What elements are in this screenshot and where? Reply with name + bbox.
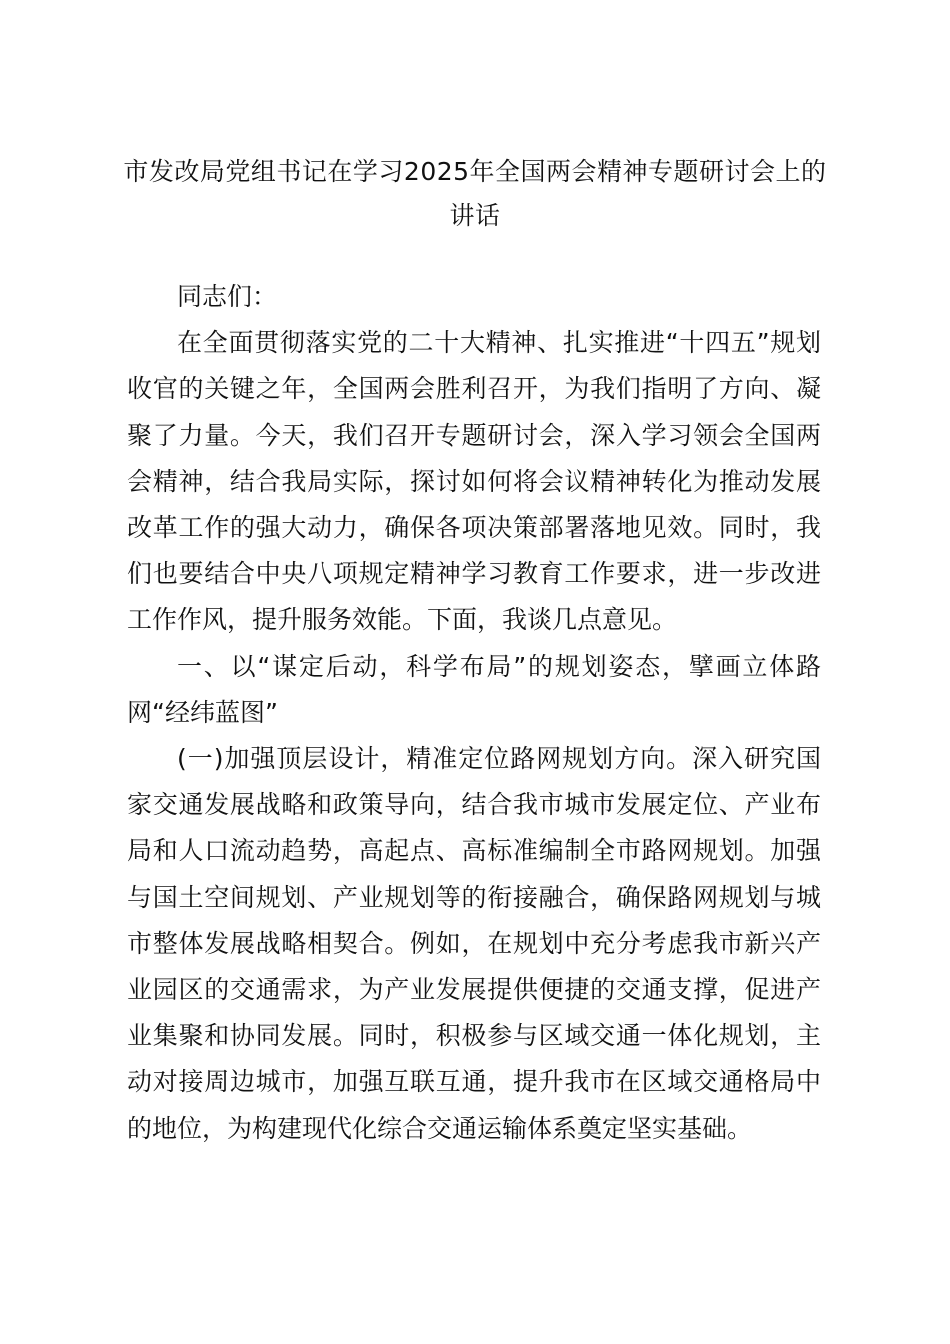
intro-paragraph: 在全面贯彻落实党的二十大精神、扎实推进“十四五”规划收官的关键之年，全国两会胜利召开，为我们指明了方向、凝聚了力量。今天，我们召开专题研讨会，深入学习领会全国两会精神，结合我局实际，探讨如何将会议精神转化为推动发展改革工作的强大动力，确保各项决策部署落地见效。同时，我们也要结合中央八项规定精神学习教育工作要求，进一步改进工作作风，提升服务效能。下面，我谈几点意见。 [127,328,821,635]
document-title [110,150,840,238]
title-line-2: 讲话 [449,201,501,230]
greeting: 同志们： [177,282,278,311]
subsection-paragraph-1: (一)加强顶层设计，精准定位路网规划方向。深入研究国家交通发展战略和政策导向，结合我市城市发展定位、产业布局和人口流动趋势，高起点、高标准编制全市路网规划。加强与国土空间规划、产业规划等的衔接融合，确保路网规划与城市整体发展战略相契合。例如，在规划中充分考虑我市新兴产业园区的交通需求，为产业发展提供便捷的交通支撑，促进产业集聚和协同发展。同时，积极参与区域交通一体化规划，主动对接周边城市，加强互联互通，提升我市在区域交通格局中的地位，为构建现代化综合交通运输体系奠定坚实基础。 [127,744,821,1143]
document-body [127,274,821,1152]
title-line-1: 市发改局党组书记在学习2025年全国两会精神专题研讨会上的 [123,157,827,186]
section-heading-1: 一、以“谋定后动，科学布局”的规划姿态，擘画立体路网“经纬蓝图” [127,651,821,727]
